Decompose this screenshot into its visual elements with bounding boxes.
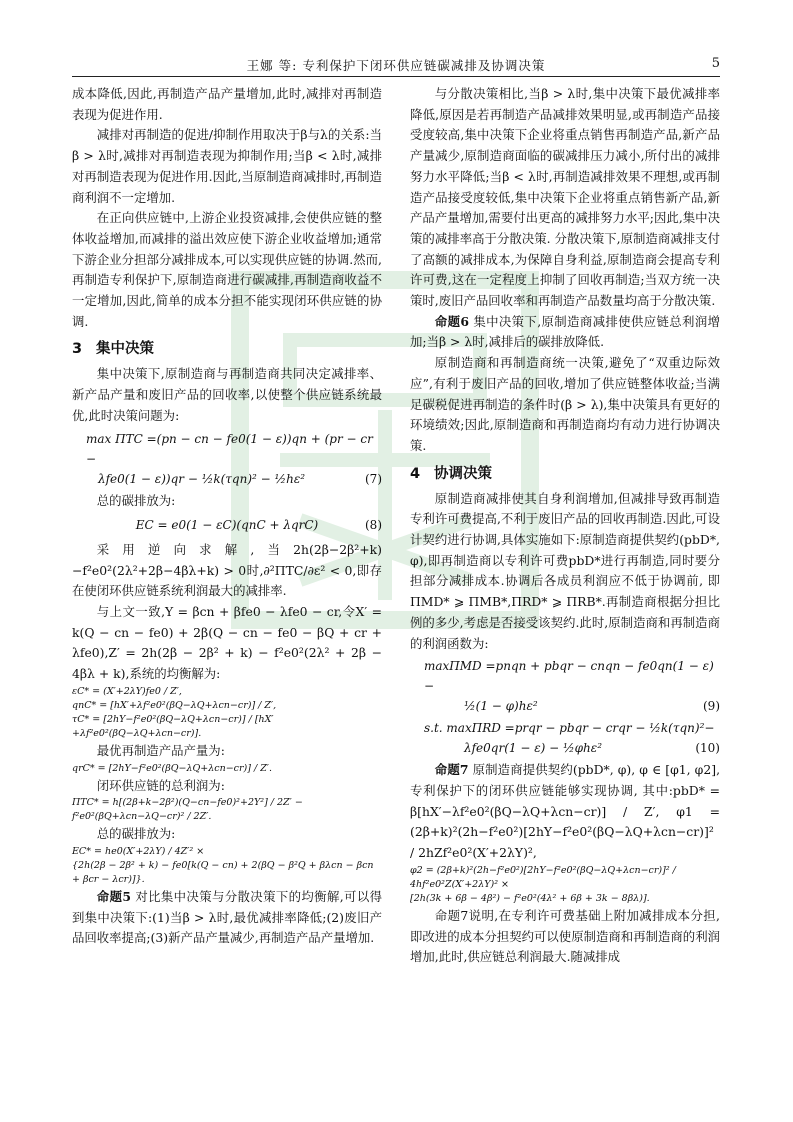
phi2-formula: φ2 = (2β+k)²(2h−f²e0²)[2hY−f²e0²(βQ−λQ+λcn−cr)]² / 4hf²e0²Z(X′+2λY)² × <box>410 864 676 890</box>
equation-number: (8) <box>365 518 382 533</box>
paragraph: 集中决策下,原制造商与再制造商共同决定减排率、新产品产量和废旧产品的回收率,以使整个供应链系统最优,此时决策问题为: <box>72 366 382 423</box>
equation-line: max ΠTC =(pn − cn − fe0(1 − ε))qn + (pr − cr − <box>86 431 373 466</box>
paragraph: 与上文一致,Y = βcn + βfe0 − λfe0 − cr,令X′ = k(Q − cn − fe0) + 2β(Q − cn − fe0 − βQ + cr + λfe0),Z′ = 2h(2β − 2β² + k) − f²e0²(2λ² + 2β − 4βλ + k),系统的均衡解为: <box>72 604 382 682</box>
equation-line: s.t. maxΠRD =prqr − pbqr − crqr − ½k(τqn)²− <box>424 721 715 736</box>
paragraph: 原制造商和再制造商统一决策,避免了“双重边际效应”,有利于废旧产品的回收,增加了供应链整体收益;当满足碳税促进再制造的条件时(β > λ),集中决策具有更好的环境绩效;因此,原制造商和再制造商均有动力进行协调决策. <box>410 355 720 453</box>
paragraph: 成本降低,因此,再制造产品产量增加,此时,减排对再制造表现为促进作用. <box>72 86 382 122</box>
right-column <box>410 84 720 968</box>
solution-epsilon: εC* = (X′+2λY)fe0 / Z′, <box>72 685 182 697</box>
solution-tau: τC* = [2hY−f²e0²(βQ−λQ+λcn−cr)] / [hX′+λf²e0²(βQ−λQ+λcn−cr)]. <box>72 713 274 739</box>
equation-line: λfe0qr(1 − ε) − ½φhε² <box>464 741 603 756</box>
proposition-label: 命题7 <box>434 762 469 778</box>
equation-line: ½(1 − φ)hε² <box>464 699 538 714</box>
equation-10 <box>410 718 720 758</box>
proposition-label: 命题6 <box>434 313 469 329</box>
equation-number: (7) <box>365 471 382 486</box>
section-number: 3 <box>72 341 83 358</box>
left-column <box>72 84 382 949</box>
proposition-text: 集中决策下,原制造商减排使供应链总利润增加;当β > λ时,减排后的碳排放降低. <box>410 313 720 350</box>
equation-number: (9) <box>703 699 720 714</box>
paragraph: 总的碳排放为: <box>96 826 176 842</box>
paragraph: 在正向供应链中,上游企业投资减排,会使供应链的整体收益增加,而减排的溢出效应使下游企业收益增加;通常下游企业分担部分减排成本,可以实现供应链的协调.然而,再制造专利保护下,原制造商进行碳减排,再制造商收益不一定增加,因此,简单的成本分担不能实现闭环供应链的协调. <box>72 210 382 329</box>
proposition-text: 对比集中决策与分散决策下的均衡解,可以得到集中决策下:(1)当β > λ时,最优减排率降低;(2)废旧产品回收率提高;(3)新产品产量减少,再制造产品产量增加. <box>72 888 382 946</box>
paragraph: 命题7说明,在专利许可费基础上附加减排成本分担,即改进的成本分担契约可以使原制造商和再制造商的利润增加,此时,供应链总利润最大.随减排成 <box>410 907 720 965</box>
solution-profit: ΠTC* = h[(2β+k−2β²)(Q−cn−fe0)²+2Y²] / 2Z′ − f²e0²(βQ+λcn−λQ−cr)² / 2Z′. <box>72 797 303 823</box>
proposition-5 <box>72 887 382 949</box>
paragraph: 最优再制造产品产量为: <box>96 742 225 758</box>
section-title: 协调决策 <box>434 465 492 482</box>
running-header <box>72 56 720 74</box>
proposition-text: 原制造商提供契约(pbD*, φ), φ ∈ [φ1, φ2],专利保护下的闭环供应链能够实现协调, 其中:pbD* = β[hX′−λf²e0²(βQ−λQ+λcn−cr)] / Z′, φ1 = (2β+k)²(2h−f²e0²)[2hY−f²e0²(βQ−λQ+λcn−cr)]² / 2hZf²e0²(X′+2λY)², <box>410 762 721 861</box>
section-heading-3 <box>72 338 382 360</box>
equation-line: EC = e0(1 − εC)(qnC + λqrC) <box>135 518 319 533</box>
solution-qn: qnC* = [hX′+λf²e0²(βQ−λQ+λcn−cr)] / Z′, <box>72 699 277 711</box>
section-number: 4 <box>410 465 421 482</box>
phi2-formula-cont: [2h(3k + 6β − 4β²) − f²e0²(4λ² + 6β + 3k − 8βλ)]. <box>410 892 650 904</box>
paragraph: 原制造商减排使其自身利润增加,但减排导致再制造专利许可费提高,不利于废旧产品的回收再制造.因此,可设计契约进行协调,具体实施如下:原制造商提供契约(pbD*, φ),即再制造商以专利许可费pbD*进行再制造,同时要分担部分减排成本.协调后各成员利润应不低于协调前, 即ΠMD* ⩾ ΠMB*,ΠRD* ⩾ ΠRB*.再制造商根据分担比例的多少,考虑是否接受该契约.此时,原制造商和再制造商的利润函数为: <box>410 490 720 651</box>
solution-emission-cont: {2h(2β − 2β² + k) − fe0[k(Q − cn) + 2(βQ − β²Q + βλcn − βcn + βcr − λcr)]}. <box>72 859 374 885</box>
solution-qr: qrC* = [2hY−f²e0²(βQ−λQ+λcn−cr)] / Z′. <box>72 762 272 774</box>
solution-emission: EC* = he0(X′+2λY) / 4Z′² × <box>72 845 205 857</box>
section-title: 集中决策 <box>96 341 154 358</box>
header-rule <box>72 76 720 77</box>
equation-line: maxΠMD =pnqn + pbqr − cnqn − fe0qn(1 − ε)− <box>424 659 714 694</box>
equation-9 <box>410 656 720 716</box>
proposition-7 <box>410 760 720 864</box>
section-heading-4 <box>410 463 720 485</box>
paragraph: 闭环供应链的总利润为: <box>96 777 225 793</box>
equation-number: (10) <box>695 741 720 756</box>
proposition-6 <box>410 312 720 353</box>
equation-line: λfe0(1 − ε))qr − ½k(τqn)² − ½hε² <box>98 471 306 486</box>
proposition-label: 命题5 <box>96 888 131 904</box>
paragraph: 采用逆向求解,当2h(2β−2β²+k)−f²e0²(2λ²+2β−4βλ+k) > 0时,∂²ΠTC/∂ε² < 0,即存在使闭环供应链系统利润最大的减排率. <box>72 541 382 599</box>
paragraph: 减排对再制造的促进/抑制作用取决于β与λ的关系:当β > λ时,减排对再制造表现为抑制作用;当β < λ时,减排对再制造表现为促进作用.因此,当原制造商减排时,再制造商利润不一定增加. <box>72 127 382 205</box>
paragraph: 总的碳排放为: <box>96 492 176 508</box>
running-title: 王娜 等: 专利保护下闭环供应链碳减排及协调决策 <box>246 58 546 73</box>
page-number: 5 <box>711 56 720 71</box>
paragraph: 与分散决策相比,当β > λ时,集中决策下最优减排率降低,原因是若再制造产品减排效果明显,或再制造产品接受度较高,集中决策下企业将重点销售再制造产品,新产品产量减少,原制造商面临的碳减排压力减小,所付出的减排努力水平降低;当β < λ时,再制造减排效果不理想,或再制造产品接受度较低,集中决策下企业将重点销售新产品,新产品产量增加,需要付出更高的减排努力水平;因此,集中决策的减排率高于分散决策. 分散决策下,原制造商减排支付了高额的减排成本,为保障自身利益,原制造商会提高专利许可费,这在一定程度上抑制了回收再制造;当双方统一决策时,废旧产品回收率和再制造产品数量均高于分散决策. <box>410 86 720 309</box>
equation-7 <box>72 429 382 489</box>
equation-8 <box>72 515 382 536</box>
